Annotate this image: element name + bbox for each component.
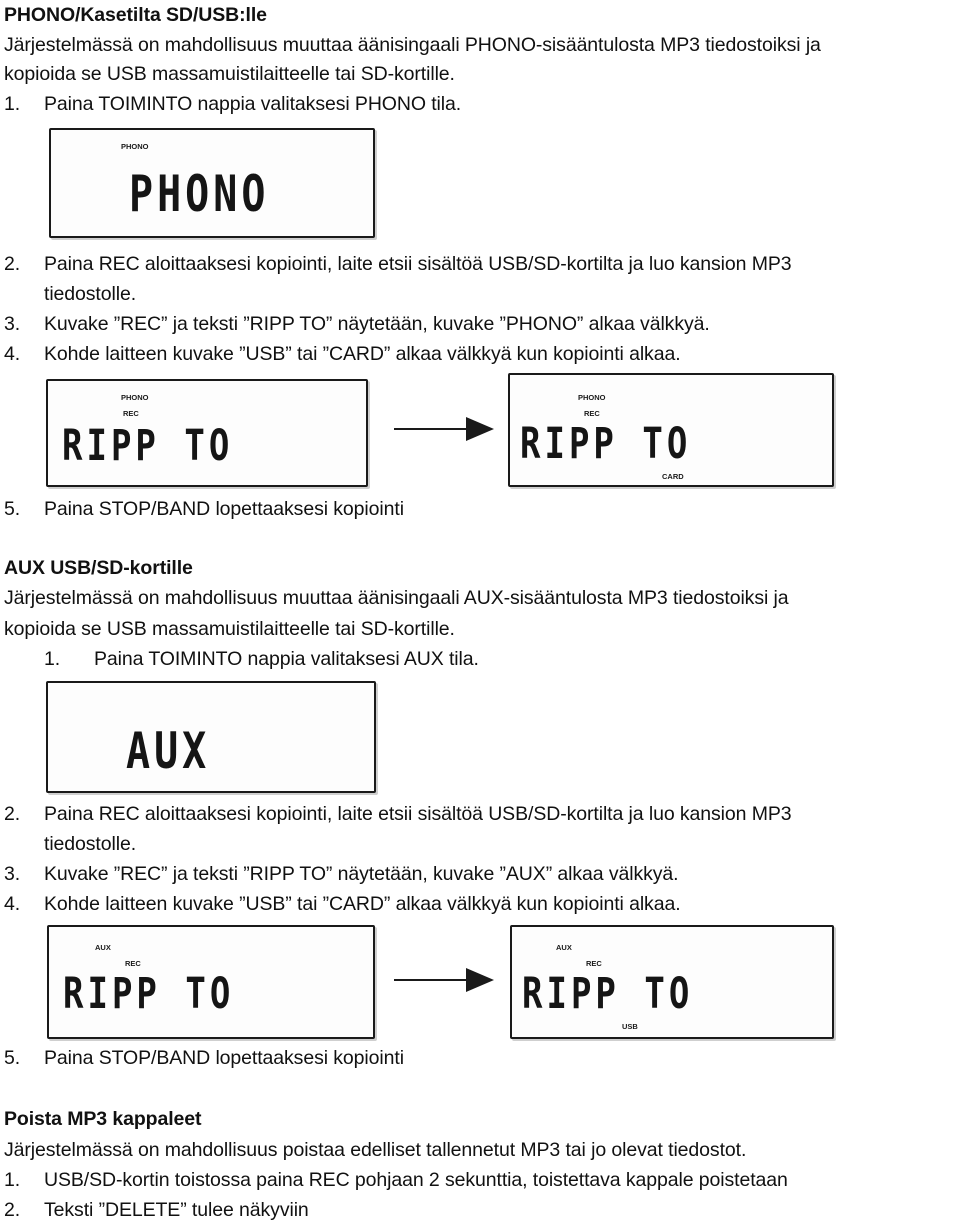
lcd-indicator-phono: PHONO [121,142,149,151]
lcd-main-text: RIPP TO [520,419,692,469]
delete-step2-number: 2. [4,1199,21,1221]
phono-step3-text: Kuvake ”REC” ja teksti ”RIPP TO” näytetään, kuvake ”PHONO” alkaa välkkyä. [44,313,710,335]
lcd-indicator-rec: REC [584,409,600,418]
aux-intro-line1: Järjestelmässä on mahdollisuus muuttaa äänisingaali AUX-sisääntulosta MP3 tiedostoiksi ja [4,587,789,609]
lcd-indicator-rec: REC [125,959,141,968]
phono-step1-number: 1. [4,93,21,115]
lcd-indicator-phono: PHONO [121,393,149,402]
lcd-main-text: RIPP TO [522,969,694,1019]
lcd-indicator-rec: REC [586,959,602,968]
delete-step1-text: USB/SD-kortin toistossa paina REC pohjaan 2 sekunttia, toistettava kappale poistetaan [44,1169,788,1191]
lcd-display-aux-usb [510,925,834,1039]
lcd-indicator-phono: PHONO [578,393,606,402]
aux-step3-text: Kuvake ”REC” ja teksti ”RIPP TO” näytetään, kuvake ”AUX” alkaa välkkyä. [44,863,679,885]
aux-step1-text: Paina TOIMINTO nappia valitaksesi AUX tila. [94,648,479,670]
aux-step3-number: 3. [4,863,21,885]
phono-section-title: PHONO/Kasetilta SD/USB:lle [4,4,267,26]
aux-step2-number: 2. [4,803,21,825]
phono-step5-text: Paina STOP/BAND lopettaaksesi kopiointi [44,498,404,520]
lcd-indicator-aux: AUX [556,943,572,952]
lcd-indicator-aux: AUX [95,943,111,952]
lcd-display-phono-card [508,373,834,487]
aux-step4-text: Kohde laitteen kuvake ”USB” tai ”CARD” alkaa välkkyä kun kopiointi alkaa. [44,893,681,915]
aux-step5-text: Paina STOP/BAND lopettaaksesi kopiointi [44,1047,404,1069]
phono-step1-text: Paina TOIMINTO nappia valitaksesi PHONO tila. [44,93,462,115]
phono-step5-number: 5. [4,498,21,520]
lcd-main-text: AUX [126,723,211,781]
lcd-display-aux-rec [47,925,375,1039]
phono-step4-number: 4. [4,343,21,365]
phono-step4-text: Kohde laitteen kuvake ”USB” tai ”CARD” alkaa välkkyä kun kopiointi alkaa. [44,343,681,365]
lcd-indicator-rec: REC [123,409,139,418]
lcd-main-text: PHONO [129,166,270,224]
aux-step4-number: 4. [4,893,21,915]
lcd-display-phono-rec [46,379,368,487]
delete-step2-text: Teksti ”DELETE” tulee näkyviin [44,1199,309,1221]
phono-step2-number: 2. [4,253,21,275]
phono-intro-line2: kopioida se USB massamuistilaitteelle tai SD-kortille. [4,63,455,85]
lcd-main-text: RIPP TO [63,969,235,1019]
aux-intro-line2: kopioida se USB massamuistilaitteelle tai SD-kortille. [4,618,455,640]
aux-step5-number: 5. [4,1047,21,1069]
lcd-main-text: RIPP TO [62,421,234,471]
aux-step2-text: Paina REC aloittaaksesi kopiointi, laite etsii sisältöä USB/SD-kortilta ja luo kansion MP3 [44,803,792,825]
right-arrow-icon [390,965,500,995]
delete-section-title: Poista MP3 kappaleet [4,1108,202,1130]
lcd-display-aux [46,681,376,793]
phono-step2-continuation: tiedostolle. [44,283,137,305]
aux-step1-number: 1. [44,648,61,670]
phono-step3-number: 3. [4,313,21,335]
aux-step2-continuation: tiedostolle. [44,833,137,855]
phono-intro-line1: Järjestelmässä on mahdollisuus muuttaa äänisingaali PHONO-sisääntulosta MP3 tiedostoiksi ja [4,34,821,56]
lcd-indicator-usb: USB [622,1022,638,1031]
lcd-indicator-card: CARD [662,472,684,481]
delete-step1-number: 1. [4,1169,21,1191]
right-arrow-icon [390,414,500,444]
aux-section-title: AUX USB/SD-kortille [4,557,193,579]
lcd-display-phono [49,128,375,238]
delete-intro-line1: Järjestelmässä on mahdollisuus poistaa edelliset tallennetut MP3 tai jo olevat tiedostot. [4,1139,747,1161]
phono-step2-text: Paina REC aloittaaksesi kopiointi, laite etsii sisältöä USB/SD-kortilta ja luo kansion MP3 [44,253,792,275]
